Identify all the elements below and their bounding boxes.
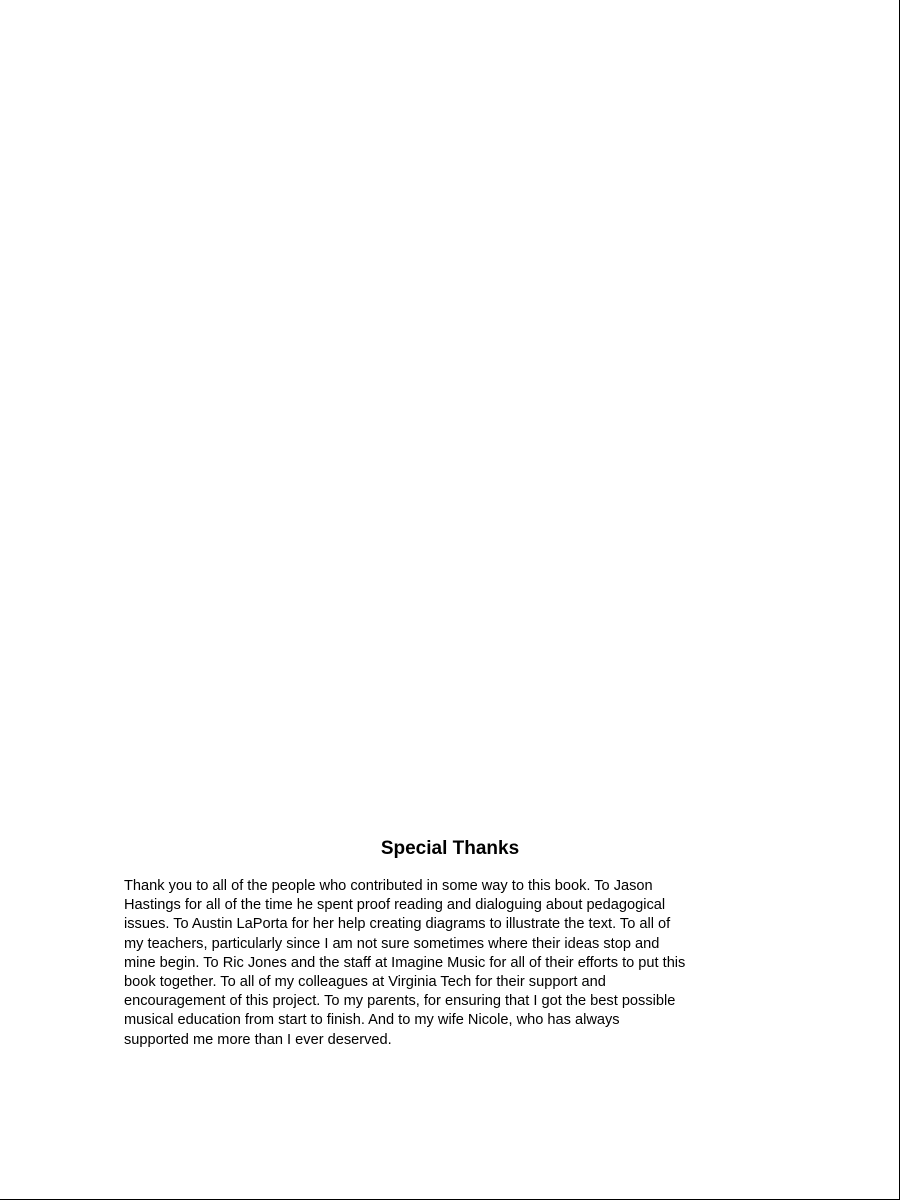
paragraph-line: mine begin. To Ric Jones and the staff at Imagine Music for all of their efforts to put this [124, 954, 686, 971]
paragraph-line: Thank you to all of the people who contributed in some way to this book. To Jason [124, 878, 653, 894]
special-thanks-section [124, 837, 776, 1050]
paragraph-line: issues. To Austin LaPorta for her help creating diagrams to illustrate the text. To all of [124, 916, 671, 933]
paragraph-line: book together. To all of my colleagues at Virginia Tech for their support and [124, 974, 606, 991]
paragraph-line: encouragement of this project. To my parents, for ensuring that I got the best possible [124, 993, 676, 1010]
paragraph-line: my teachers, particularly since I am not sure sometimes where their ideas stop and [124, 935, 660, 952]
paragraph-line: supported me more than I ever deserved. [124, 1031, 392, 1048]
acknowledgement-paragraph [124, 877, 776, 1050]
paragraph-line: musical education from start to finish. And to my wife Nicole, who has always [124, 1012, 620, 1029]
section-heading: Special Thanks [380, 838, 520, 859]
paragraph-line: Hastings for all of the time he spent proof reading and dialoguing about pedagogical [124, 897, 666, 914]
